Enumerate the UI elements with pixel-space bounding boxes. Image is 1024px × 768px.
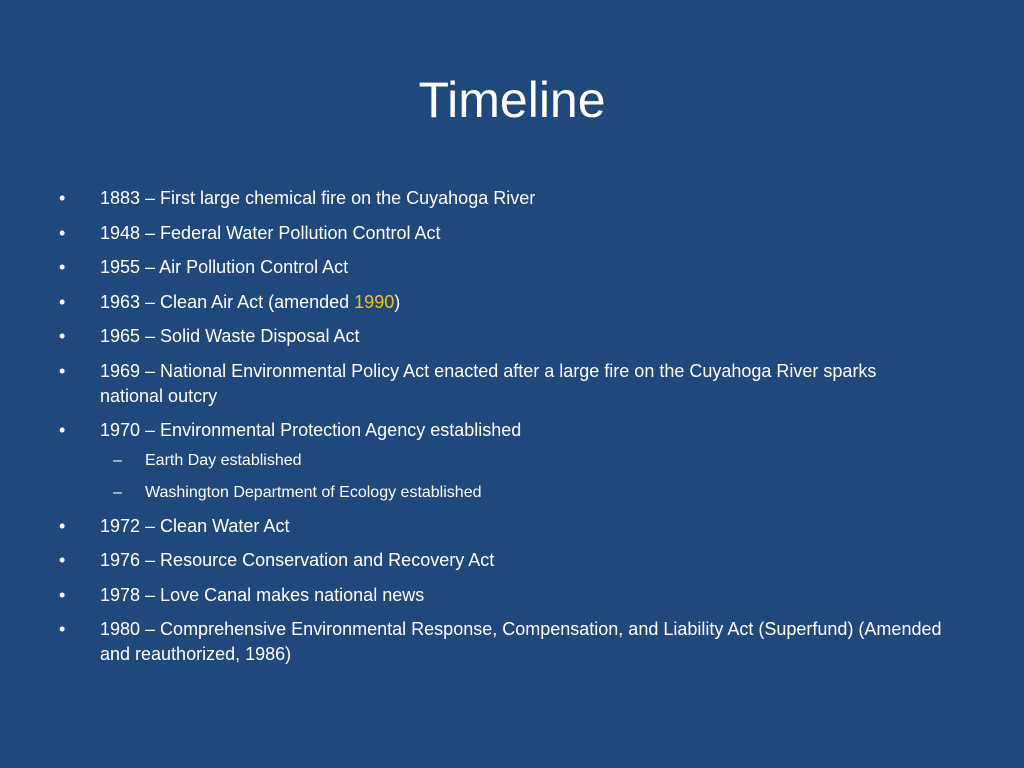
list-item bbox=[0, 418, 1024, 443]
highlighted-year: 1990 bbox=[354, 291, 395, 312]
bullet-icon: • bbox=[59, 291, 66, 312]
slide-title: Timeline bbox=[418, 72, 606, 128]
bullet-icon: • bbox=[59, 188, 66, 208]
bullet-icon: • bbox=[59, 550, 66, 570]
item-text: 1969 – National Environmental Policy Act enacted after a large fire on the Cuyahoga River sparks national outcry bbox=[100, 360, 877, 406]
bullet-icon: • bbox=[59, 584, 66, 605]
list-item bbox=[0, 221, 1024, 246]
timeline-list bbox=[0, 186, 1024, 677]
item-text: 1980 – Comprehensive Environmental Response, Compensation, and Liability Act (Superfund) (Amended and reauthorized, 1986) bbox=[100, 619, 942, 664]
bullet-icon: • bbox=[59, 420, 66, 440]
item-text: 1948 – Federal Water Pollution Control Act bbox=[100, 222, 441, 243]
dash-icon: – bbox=[113, 483, 122, 501]
sub-list bbox=[0, 450, 1024, 504]
list-item bbox=[0, 186, 1024, 211]
item-text: 1965 – Solid Waste Disposal Act bbox=[100, 326, 360, 346]
list-item bbox=[0, 255, 1024, 280]
list-item bbox=[0, 617, 1024, 667]
item-text-before: 1963 – Clean Air Act (amended bbox=[100, 291, 355, 312]
item-text: 1883 – First large chemical fire on the Cuyahoga River bbox=[100, 188, 536, 208]
list-item bbox=[0, 359, 1024, 409]
bullet-icon: • bbox=[59, 257, 66, 277]
bullet-icon: • bbox=[59, 222, 66, 243]
list-item bbox=[0, 514, 1024, 539]
sub-item-text: Washington Department of Ecology established bbox=[145, 483, 482, 501]
item-text-after: ) bbox=[394, 291, 401, 312]
list-item bbox=[0, 548, 1024, 573]
item-text: 1976 – Resource Conservation and Recovery Act bbox=[100, 550, 495, 570]
item-text: 1955 – Air Pollution Control Act bbox=[100, 257, 349, 277]
bullet-icon: • bbox=[59, 619, 66, 639]
sub-list-item bbox=[0, 450, 1024, 472]
list-item bbox=[0, 583, 1024, 608]
item-text: 1978 – Love Canal makes national news bbox=[100, 584, 425, 605]
item-text: 1972 – Clean Water Act bbox=[100, 515, 290, 536]
dash-icon: – bbox=[113, 451, 122, 469]
item-text: 1970 – Environmental Protection Agency established bbox=[100, 420, 522, 440]
bullet-icon: • bbox=[59, 515, 66, 536]
sub-list-item bbox=[0, 482, 1024, 504]
bullet-icon: • bbox=[59, 360, 66, 381]
list-item bbox=[0, 324, 1024, 349]
sub-item-text: Earth Day established bbox=[145, 451, 302, 469]
list-item bbox=[0, 290, 1024, 315]
bullet-icon: • bbox=[59, 326, 66, 346]
